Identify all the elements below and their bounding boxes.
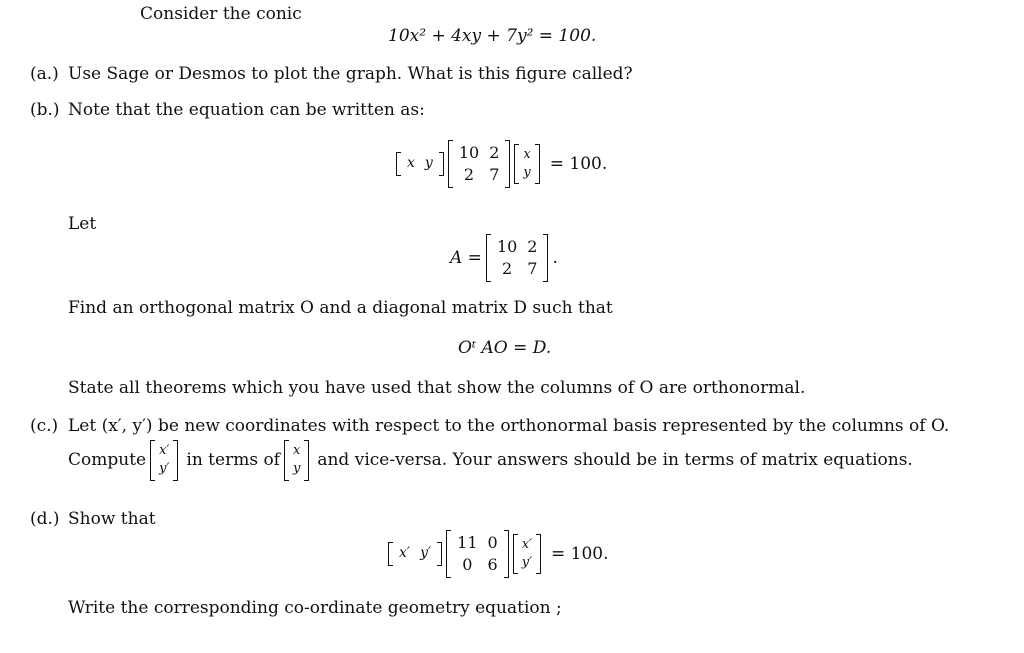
part-b-text: Note that the equation can be written as: xyxy=(68,100,425,120)
matrix-cell: 7 xyxy=(527,259,538,278)
row-var-x-prime: x′ xyxy=(399,545,411,562)
row-var-x: x xyxy=(407,155,415,172)
prime-var-y: y′ xyxy=(159,461,170,477)
part-a-text: Use Sage or Desmos to plot the graph. What is this figure called? xyxy=(68,64,633,84)
A-dot: . xyxy=(552,247,558,268)
plain-var-y: y xyxy=(292,461,301,477)
row-var-y-prime: y′ xyxy=(420,545,432,562)
col-var-y-prime: y′ xyxy=(521,555,533,570)
let-text: Let xyxy=(68,214,97,234)
matrix-cell: 2 xyxy=(489,143,500,162)
column-vector xyxy=(514,144,539,185)
matrix-equation-b xyxy=(396,140,607,188)
in-terms-of-text: in terms of xyxy=(186,449,280,470)
row-vector-prime xyxy=(388,542,442,566)
matrix-cell: 7 xyxy=(489,165,500,184)
col-var-y: y xyxy=(523,165,531,180)
coefficient-matrix xyxy=(448,140,511,188)
part-d-label: (d.) xyxy=(30,509,60,529)
matrix-cell: 2 xyxy=(527,237,538,256)
A-definition xyxy=(450,234,558,282)
part-b-label: (b.) xyxy=(30,100,60,120)
compute-text: Compute xyxy=(68,449,147,470)
compute-line xyxy=(68,440,913,481)
prime-vector xyxy=(150,440,178,481)
matrix-cell: 2 xyxy=(463,165,475,184)
col-var-x: x xyxy=(523,146,531,162)
part-a-label: (a.) xyxy=(30,64,59,84)
matrix-cell: 0 xyxy=(487,533,498,552)
intro-text: Consider the conic xyxy=(140,4,302,24)
matrix-cell: 11 xyxy=(457,533,478,552)
A-lhs: A = xyxy=(450,247,482,268)
col-var-x-prime: x′ xyxy=(521,536,533,552)
matrix-equation-d xyxy=(388,530,609,578)
find-text: Find an orthogonal matrix O and a diagonal matrix D such that xyxy=(68,298,613,318)
part-c-label: (c.) xyxy=(30,416,59,436)
part-c-text: Let (x′, y′) be new coordinates with respect to the orthonormal basis represented by the columns of O. xyxy=(68,416,950,436)
rhs-d: = 100. xyxy=(551,543,609,564)
prime-var-x: x′ xyxy=(159,443,170,458)
diagonal-matrix xyxy=(446,530,509,578)
OAD-equation: Oᵗ AO = D. xyxy=(458,338,552,358)
part-d-text: Show that xyxy=(68,509,156,529)
vice-versa-text: and vice-versa. Your answers should be in terms of matrix equations. xyxy=(317,449,913,470)
write-text: Write the corresponding co-ordinate geometry equation ; xyxy=(68,598,562,618)
plain-vector xyxy=(284,440,309,481)
state-text: State all theorems which you have used that show the columns of O are orthonormal. xyxy=(68,378,806,398)
conic-equation: 10x² + 4xy + 7y² = 100. xyxy=(388,26,597,46)
matrix-cell: 10 xyxy=(496,237,518,256)
column-vector-prime xyxy=(513,534,541,575)
A-matrix xyxy=(486,234,549,282)
matrix-cell: 2 xyxy=(502,259,513,278)
matrix-cell: 6 xyxy=(487,555,498,574)
matrix-cell: 0 xyxy=(462,555,473,574)
plain-var-x: x xyxy=(292,443,301,458)
row-vector xyxy=(396,152,444,176)
row-var-y: y xyxy=(424,155,433,172)
matrix-cell: 10 xyxy=(458,143,480,162)
rhs-b: = 100. xyxy=(549,153,608,174)
